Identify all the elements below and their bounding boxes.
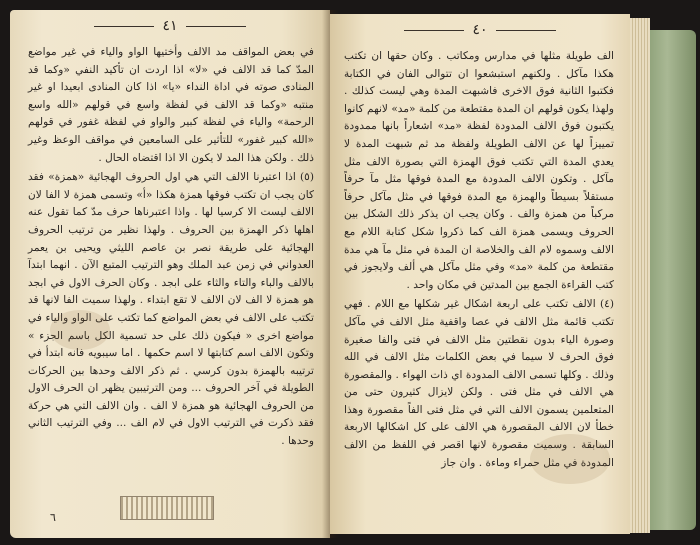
- signature-number: ٦: [50, 511, 56, 524]
- book-cover-edge: [648, 30, 696, 530]
- header-rule: [94, 26, 154, 27]
- page-body: [344, 48, 614, 474]
- paper-stain: [530, 434, 610, 484]
- paragraph: الف طويلة مثلها في مدارس ومكاتب . وكان حقها ان تكتب هكذا مآكل . ولكنهم استبشعوا ان تتوالى الفان في الكتابة فكتبوا الثانية فوق الاخرى فاشبهت المدة وهي ليست كذلك . ولهذا يكون قولهم ان المدة مقتطعة من كلمة «مد» لانهم كانوا يكتبون فوق الالف المدودة لفظة «مد» اشعاراً بانها ممدودة تمييزاً لها عن الالف الطويلة ولفظة مد ثم شبهت المدة لا يعدي المدة التي تكتب فوق الهمزة التي بصورة الالف مثل مآكل . وتكون الالف المدودة مع المدة فوقها مثل مآ حرفاً مستقلاً بسيطاً والهمزة مع المدة فوقها في مثل مآكل حرفاً مركباً من همزة والف . وكان يجب ان يذكر ذلك الشكل بين الحروف ويسمى همزة الف كما ذكروا شكل كتابة اللام مع الالف وسموه لام الف والخلاصة ان المدة في مثل مآ هي مدة مقتطعة من كلمة «مد» وفي مثل مآكل هي ألف ولايجوز في كتب القراءة الجمع بين المدتين في مكان واحد .: [344, 50, 614, 291]
- page-number-header: [10, 18, 330, 34]
- header-rule: [496, 30, 556, 31]
- page-number-header: [330, 22, 630, 38]
- paper-stain: [50, 310, 110, 350]
- page-body: [28, 44, 314, 453]
- right-page: [330, 14, 630, 534]
- paragraph: (٤) الالف تكتب على اربعة اشكال غير شكلها مع اللام . فهي تكتب قائمة مثل الالف في عصا واقفية مثل الالف في مآكل وصورة الياء بدون نقطتين مثل الالف في فتى والفا صغيرة فوق الحرف لا سيما في بعض الكلمات مثل الالف في الله وذلك . وكلها تسمى الالف المدودة اي ذات الهواء . والمقصورة هي الالف في مثل فتى . ولكن لايزال كثيرون حتى من المتعلمين يسمون الالف التي في مثل فتى الفاً مقصورة وهذا خطأ لان الالف المقصورة هي الالف على كل اشكالها الاربعة السابقة . وسميت مقصورة لانها اقصر في اللفظ من الالف المدودة في مثل حمراء وماءة . وان جاز: [344, 298, 614, 469]
- page-number: ٤١: [162, 18, 178, 34]
- ornament-stamp: [120, 496, 214, 520]
- header-rule: [404, 30, 464, 31]
- page-edges: [630, 18, 650, 533]
- header-rule: [186, 26, 246, 27]
- left-page: [10, 10, 330, 538]
- paragraph: في بعض المواقف مد الالف وأختيها الواو والياء في غير مواضع المدّ كما قد الالف في «لا» اذا اردت ان تأكيد النفي «وكما قد المنادى صوته في اداة النداء «يا» اذا كان المنادى ابعيدا او غير منتبه «وكما قد الالف في لفظة واسع في قولهم «الله واسع الرحمة» والياء في لفظة كبير والواو في لفظة غفور في قولهم «الله كبير غفور» للتأثير على السامعين في مواقف الوعظ وغير ذلك . ولكن هذا المد لا يكون الا اذا اقتضاه الحال .: [28, 46, 314, 164]
- page-number: ٤٠: [472, 22, 488, 38]
- paragraph: (٥) اذا اعتبرنا الالف التي هي اول الحروف الهجائية «همزة» فقد كان يجب ان تكتب فوقها همزة هكذا «أ» وتسمى همزة لا الفا لان الالف ليست الا كرسيا لها . واذا اعتبرناها حرف مدّ كما تقول عنه اهلها ذكر الهمزة بين الحروف . ولهذا نظير من ترتيب الحروف الهجائية على طريقة نصر بن عاصم الليثي ويحيى بن يعمر العدواني في زمن عبد الملك وهو الترتيب المتبع الآن . انهما ابتدآ بالالف والباء والتاء والثاء على ابجد . وكان الحرف الاول في ابجد هو همزة لا الف لان الالف لا تقع ابتداء . ولهذا سميت الفا لانها قد تكتب على الالف في بعض المواضع كما تكتب على الواو والياء في مواضع اخرى « فيكون ذلك على حد تسمية الكل باسم الجزء » وتكون الالف اسم كتابتها لا اسم حكمها . اما سيبويه فانه ابتدأ في ترتيبه بالهمزة بدون كرسي . ثم ذكر الالف وحدها بين الحركات الطويلة في آخر الحروف ... ومن الترتيبين يظهر ان الحرف الاول من الحروف الهجائية هو همزة لا الف . وان الالف التي هي حركة فقد ذكرت في الترتيب الاول في لام الف ... وفي الترتيب الثاني وحدها .: [28, 171, 314, 448]
